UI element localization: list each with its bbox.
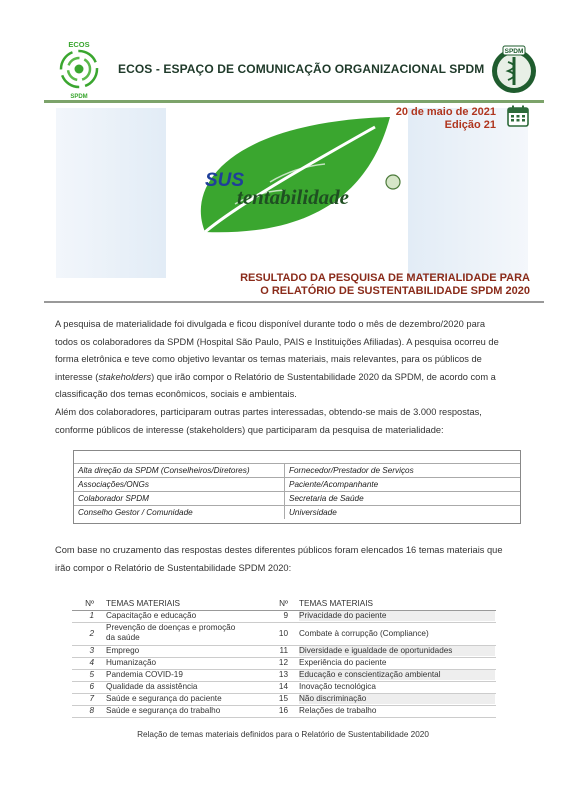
table-row: 6 Qualidade da assistência 14 Inovação tecnológica <box>72 682 496 694</box>
stakeholder-cell: Paciente/Acompanhante <box>284 478 378 491</box>
banner-background-left <box>56 108 166 278</box>
table-row: 8 Saúde e segurança do trabalho 16 Relações de trabalho <box>72 706 496 718</box>
paragraph-stakeholders-intro <box>55 404 515 439</box>
stakeholder-cell: Universidade <box>284 506 337 519</box>
table-row: 7 Saúde e segurança do paciente 15 Não discriminação <box>72 694 496 706</box>
stakeholder-cell: Secretaria de Saúde <box>284 492 364 505</box>
table-row <box>74 478 520 492</box>
table-row <box>74 492 520 506</box>
table-row <box>74 506 520 519</box>
svg-text:SPDM: SPDM <box>504 48 524 55</box>
stakeholders-table <box>73 450 521 524</box>
sustainability-banner <box>175 112 407 242</box>
stakeholder-cell: Associações/ONGs <box>78 480 149 489</box>
text-line: todos os colaboradores da SPDM (Hospital São Paulo, PAIS e Instituições Afiliadas). A pesquisa ocorreu de <box>55 336 499 347</box>
stakeholder-cell: Fornecedor/Prestador de Serviços <box>284 464 414 477</box>
text-line: interesse (stakeholders) que irão compor o Relatório de Sustentabilidade 2020 da SPDM, de acordo com a <box>55 371 496 382</box>
paragraph-themes-intro <box>55 542 515 577</box>
banner-background-right <box>408 108 528 278</box>
issue-edition: Edição 21 <box>444 119 496 131</box>
svg-text:SUS: SUS <box>205 170 245 191</box>
themes-header-row <box>72 598 496 611</box>
text-line: Com base no cruzamento das respostas destes diferentes públicos foram elencados 16 temas materiais que <box>55 545 503 555</box>
stakeholder-cell: Alta direção da SPDM (Conselheiros/Diretores) <box>78 466 250 475</box>
svg-text:tentabilidade: tentabilidade <box>237 185 349 209</box>
themes-caption: Relação de temas materiais definidos para o Relatório de Sustentabilidade 2020 <box>137 730 429 739</box>
issue-date: 20 de maio de 2021 <box>395 106 496 118</box>
section-title-line-2: O RELATÓRIO DE SUSTENTABILIDADE SPDM 2020 <box>260 285 530 297</box>
text-line: forma eletrônica e teve como objetivo levantar os temas materiais, mais relevantes, para os públicos de <box>55 354 482 364</box>
spdm-logo <box>486 44 542 96</box>
ecos-logo <box>48 38 110 100</box>
table-row <box>74 464 520 478</box>
table-row: 5 Pandemia COVID-19 13 Educação e conscientização ambiental <box>72 670 496 682</box>
svg-text:ECOS: ECOS <box>68 40 90 49</box>
text-line: classificação dos temas econômicos, sociais e ambientais. <box>55 389 297 399</box>
text-line: irão compor o Relatório de Sustentabilidade SPDM 2020: <box>55 562 292 573</box>
section-title-line-1: RESULTADO DA PESQUISA DE MATERIALIDADE PARA <box>240 272 530 284</box>
header-title: ECOS - ESPAÇO DE COMUNICAÇÃO ORGANIZACIONAL SPDM <box>118 62 485 76</box>
text-line: conforme públicos de interesse (stakeholders) que participaram da pesquisa de materialidade: <box>55 424 444 435</box>
stakeholders-header-row <box>74 451 520 464</box>
table-row: 4 Humanização 12 Experiência do paciente <box>72 658 496 670</box>
issue-date-block <box>396 106 496 132</box>
header-title-2: TEMAS MATERIAIS <box>299 599 373 608</box>
paragraph-survey-description <box>55 316 515 404</box>
header-num-1: Nº <box>85 599 94 608</box>
section-divider <box>44 301 544 303</box>
stakeholder-cell: Conselho Gestor / Comunidade <box>78 508 193 517</box>
svg-text:SPDM: SPDM <box>70 94 88 100</box>
calendar-icon <box>506 104 530 128</box>
text-line: A pesquisa de materialidade foi divulgada e ficou disponível durante todo o mês de dezembro/2020 para <box>55 319 486 329</box>
header-title-1: TEMAS MATERIAIS <box>106 599 180 608</box>
table-row: 1 Capacitação e educação 9 Privacidade do paciente <box>72 611 496 623</box>
header-num-2: Nº <box>279 599 288 608</box>
table-row: 3 Emprego 11 Diversidade e igualdade de oportunidades <box>72 646 496 658</box>
stakeholder-cell: Colaborador SPDM <box>78 494 149 503</box>
text-line: Além dos colaboradores, participaram outras partes interessadas, obtendo-se mais de 3.000 respostas, <box>55 407 482 417</box>
section-title <box>200 272 530 298</box>
header-divider <box>44 100 544 103</box>
table-row: 2 Prevenção de doenças e promoção da saúde 10 Combate à corrupção (Compliance) <box>72 623 496 646</box>
